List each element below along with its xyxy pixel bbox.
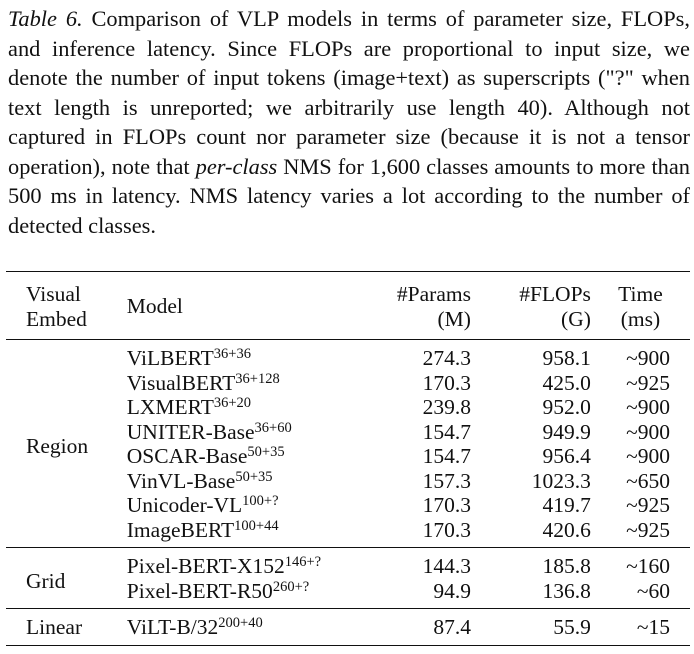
model-label: Pixel-BERT-X152 <box>126 554 285 578</box>
header-params-line1: #Params <box>396 282 471 306</box>
flops-value: 956.4 <box>542 444 591 468</box>
caption-emphasis: per-class <box>195 153 278 179</box>
model-label: LXMERT <box>126 395 214 419</box>
table-row <box>6 548 690 579</box>
model-name <box>127 371 360 396</box>
header-time-line1: Time <box>618 282 663 306</box>
model-name <box>127 609 360 646</box>
time-value: ~60 <box>636 578 670 603</box>
header-time-line2: (ms) <box>620 306 661 331</box>
flops-value: 420.6 <box>542 517 591 542</box>
header-visual-embed-line2: Embed <box>26 306 87 331</box>
model-name <box>127 340 360 371</box>
params-value: 170.3 <box>422 493 471 517</box>
time-value: ~925 <box>626 370 670 395</box>
header-row <box>6 272 690 340</box>
header-visual-embed-line1: Visual <box>26 282 81 306</box>
visual-embed-group: Grid <box>26 568 66 593</box>
flops-value: 958.1 <box>542 346 591 370</box>
token-superscript: 36+36 <box>213 346 251 362</box>
model-name <box>127 395 360 420</box>
params-value: 274.3 <box>422 346 471 370</box>
model-name <box>127 493 360 518</box>
header-flops-line1: #FLOPs <box>519 282 591 306</box>
time-value: ~900 <box>626 419 670 444</box>
model-label: VisualBERT <box>126 370 236 395</box>
header-time <box>591 272 690 340</box>
time-value: ~160 <box>626 554 670 578</box>
params-value: 87.4 <box>433 615 471 639</box>
time-value: ~650 <box>626 468 670 493</box>
token-superscript: 146+? <box>284 554 322 570</box>
table-row <box>6 609 690 646</box>
model-label: UNITER-Base <box>126 419 255 444</box>
params-value: 154.7 <box>422 444 471 468</box>
token-superscript: 36+20 <box>213 395 252 411</box>
flops-value: 419.7 <box>542 493 591 517</box>
params-value: 239.8 <box>422 395 471 419</box>
params-value: 154.7 <box>422 419 471 444</box>
caption-label: Table 6. <box>8 6 83 31</box>
token-superscript: 36+60 <box>254 419 292 436</box>
flops-value: 949.9 <box>542 419 591 444</box>
time-value: ~925 <box>626 493 670 517</box>
model-name <box>127 420 360 445</box>
flops-value: 425.0 <box>542 370 591 395</box>
token-superscript: 50+35 <box>247 444 285 460</box>
token-superscript: 50+35 <box>235 468 273 485</box>
params-value: 157.3 <box>422 468 471 493</box>
header-params <box>360 272 471 340</box>
flops-value: 1023.3 <box>531 468 591 493</box>
model-name <box>127 444 360 469</box>
token-superscript: 200+40 <box>218 615 263 631</box>
model-label: ImageBERT <box>126 517 235 542</box>
params-value: 144.3 <box>422 554 471 578</box>
header-flops-line2: (G) <box>561 306 591 331</box>
model-label: ViLBERT <box>126 346 214 370</box>
header-model: Model <box>126 294 183 319</box>
token-superscript: 36+128 <box>235 370 280 387</box>
flops-value: 952.0 <box>542 395 591 419</box>
time-value: ~900 <box>626 444 670 468</box>
caption-text-part1: Comparison of VLP models in terms of parameter size, FLOPs, and inference latency. Since FLOPs are proportional to input size, we denote the number of input tokens (image+text) as superscripts ("?" when text length is unreported; we arbitrarily use length 40). Although not captured in FLOPs count nor parameter size (because it is not a tensor operation), note that <box>8 6 690 179</box>
vlp-comparison-table <box>6 271 690 646</box>
time-value: ~900 <box>626 346 670 370</box>
visual-embed-group: Linear <box>26 615 83 639</box>
header-flops <box>471 272 591 340</box>
table-row <box>6 340 690 371</box>
model-name <box>127 518 360 548</box>
model-label: OSCAR-Base <box>126 444 248 468</box>
token-superscript: 100+? <box>242 493 279 509</box>
visual-embed-group: Region <box>26 434 89 459</box>
model-label: Pixel-BERT-R50 <box>126 578 273 603</box>
params-value: 170.3 <box>422 370 471 395</box>
table-body <box>6 340 690 646</box>
model-label: VinVL-Base <box>126 468 236 493</box>
flops-value: 136.8 <box>542 578 591 603</box>
table-caption <box>8 4 690 240</box>
time-value: ~925 <box>626 517 670 542</box>
model-label: ViLT-B/32 <box>126 615 219 639</box>
token-superscript: 100+44 <box>234 517 279 534</box>
model-name <box>127 469 360 494</box>
params-value: 94.9 <box>433 578 471 603</box>
model-label: Unicoder-VL <box>126 493 243 517</box>
token-superscript: 260+? <box>272 578 310 595</box>
time-value: ~15 <box>636 615 670 639</box>
params-value: 170.3 <box>422 517 471 542</box>
caption-text-part2: NMS for 1,600 classes amounts to more than 500 ms in latency. NMS latency varies a lot according to the number of detected classes. <box>8 153 690 238</box>
time-value: ~900 <box>626 395 670 419</box>
model-name <box>127 579 360 609</box>
flops-value: 185.8 <box>542 554 591 578</box>
header-visual-embed <box>6 272 127 340</box>
flops-value: 55.9 <box>553 615 591 639</box>
model-name <box>127 548 360 579</box>
table-header <box>6 272 690 340</box>
header-params-line2: (M) <box>437 306 471 331</box>
